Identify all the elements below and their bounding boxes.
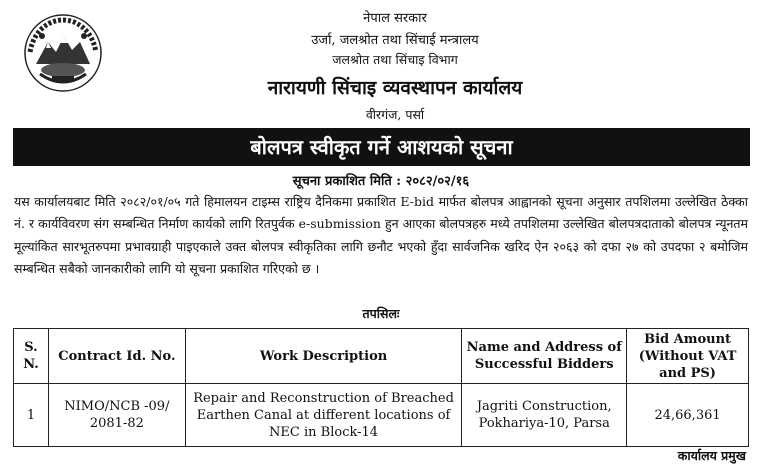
cell-sn: 1 bbox=[14, 384, 49, 447]
notice-title-banner: बोलपत्र स्वीकृत गर्ने आशयको सूचना bbox=[13, 128, 750, 166]
header-contract-id: Contract Id. No. bbox=[48, 329, 185, 384]
header-sn: S. N. bbox=[14, 329, 49, 384]
header-department: जलश्रोत तथा सिंचाइ विभाग bbox=[332, 52, 458, 67]
cell-work-description: Repair and Reconstruction of Breached Earthen Canal at different locations of NEC in Block-14 bbox=[185, 384, 462, 447]
cell-bidder: Jagriti Construction, Pokhariya-10, Parsa bbox=[462, 384, 627, 447]
publish-date: सूचना प्रकाशित मिति : २०८२/०२/१६ bbox=[292, 174, 470, 189]
notice-body: यस कार्यालयबाट मिति २०८२/०१/०५ गते हिमालयन टाइम्स राष्ट्रिय दैनिकमा प्रकाशित E-bid मार्फत बोलपत्र आह्वानको सूचना अनुसार तपशिलमा उल्लेखित ठेक्का नं. र कार्यविवरण संग सम्बन्धित निर्माण कार्यको लागि रितपुर्वक e-submission हुन आएका बोलपत्रहरु मध्ये तपशिलमा उल्लेखित बोलपत्रदाताको बोलपत्र न्यूनतम मूल्यांकित सारभूतरुपमा प्रभावग्राही पाइएकाले उक्त बोलपत्र स्वीकृतिका लागि छनौट भएको हुँदा सार्वजनिक खरिद ऐन २०६३ को दफा २७ को उपदफा २ बमोजिम सम्बन्धित सबैको जानकारीको लागि यो सूचना प्रकाशित गरिएको छ । bbox=[14, 194, 748, 277]
header-location: वीरगंज, पर्सा bbox=[365, 107, 425, 122]
details-label: तपसिलः bbox=[362, 306, 400, 321]
table-header-row bbox=[14, 329, 749, 384]
header-bid-amount: Bid Amount (Without VAT and PS) bbox=[627, 329, 749, 384]
header-ministry: उर्जा, जलश्रोत तथा सिंचाई मन्त्रालय bbox=[311, 33, 479, 48]
cell-bid-amount: 24,66,361 bbox=[627, 384, 749, 447]
cell-contract-id: NIMO/NCB -09/ 2081-82 bbox=[48, 384, 185, 447]
header-office-name: नारायणी सिंचाइ व्यवस्थापन कार्यालय bbox=[267, 77, 523, 99]
contract-table bbox=[13, 328, 749, 447]
signature-office-chief: कार्यालय प्रमुख bbox=[677, 448, 746, 463]
header-bidder: Name and Address of Successful Bidders bbox=[462, 329, 627, 384]
header-government: नेपाल सरकार bbox=[363, 11, 427, 26]
header-work-description: Work Description bbox=[185, 329, 462, 384]
table-row bbox=[14, 384, 749, 447]
